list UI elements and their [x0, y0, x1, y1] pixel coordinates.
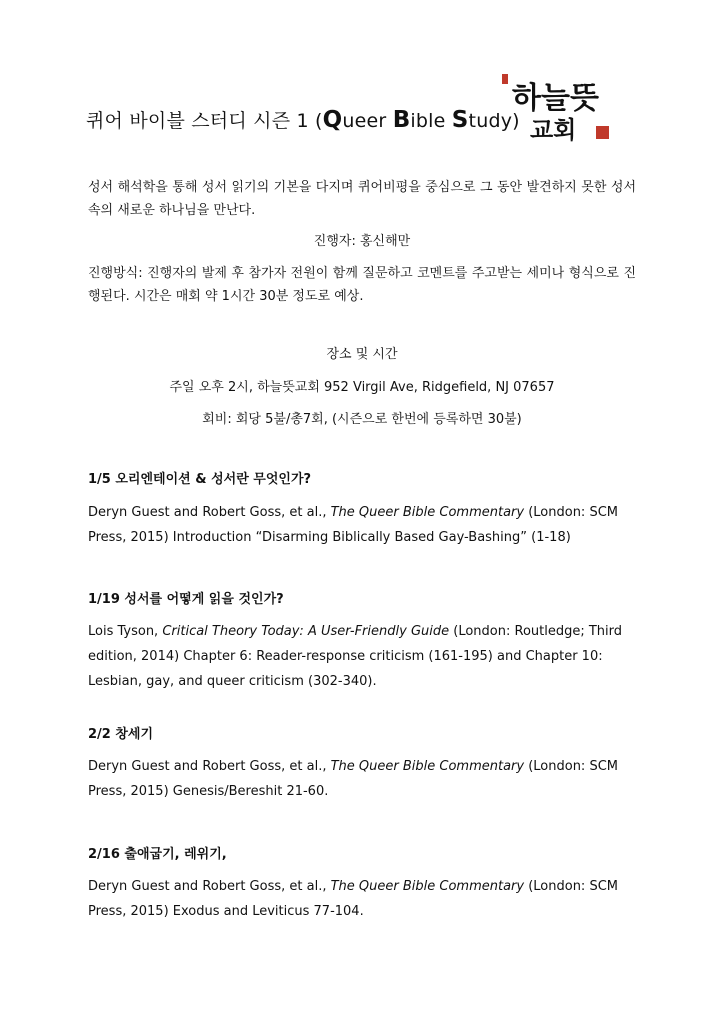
logo-red-seal [596, 126, 609, 139]
ref-author: Deryn Guest and Robert Goss, et al., [88, 879, 331, 894]
ref-details: (London: SCM Press, 2015) Genesis/Bereshit 21-60. [88, 759, 618, 799]
title-part1: 퀴어 바이블 스터디 시즌 1 ( [86, 110, 323, 132]
ref-book-title: The Queer Bible Commentary [330, 759, 525, 774]
logo-calligraphy-bottom: 교회 [530, 115, 577, 144]
place-heading: 장소 및 시간 [326, 347, 398, 362]
ref-details: (London: Routledge; Third edition, 2014) Chapter 6: Reader-response criticism (161-195) and Chapter 10: Lesbian, gay, and queer criticism (302-340). [88, 624, 623, 689]
ref-details: (London: SCM Press, 2015) Introduction “Disarming Biblically Based Gay-Bashing” (1-18) [88, 505, 618, 545]
title-s: S [451, 107, 469, 133]
logo-small-seal [502, 74, 508, 84]
ref-book-title: The Queer Bible Commentary [330, 879, 525, 894]
session-4-heading: 2/16 출애굽기, 레위기, [88, 847, 227, 862]
session-3-reference [88, 754, 636, 804]
logo-calligraphy-top: 하늘뜻 [512, 81, 599, 116]
ref-book-title: The Queer Bible Commentary [330, 505, 525, 520]
ref-author: Deryn Guest and Robert Goss, et al., [88, 505, 331, 520]
session-2-reference [88, 619, 636, 694]
method-paragraph: 진행방식: 진행자의 발제 후 참가자 전원이 함께 질문하고 코멘트를 주고받는 세미나 형식으로 진행된다. 시간은 매회 약 1시간 30분 정도로 예상. [88, 266, 636, 304]
session-2-heading: 1/19 성서를 어떻게 읽을 것인가? [88, 592, 284, 607]
ref-author: Deryn Guest and Robert Goss, et al., [88, 759, 331, 774]
title-ible: ible [410, 110, 452, 132]
ref-details: (London: SCM Press, 2015) Exodus and Leviticus 77-104. [88, 879, 618, 919]
session-3-heading: 2/2 창세기 [88, 727, 154, 742]
ref-author: Lois Tyson, [88, 624, 163, 639]
page-title [86, 106, 520, 133]
fee-line: 회비: 회당 5불/총7회, (시즌으로 한번에 등록하면 30불) [202, 412, 522, 427]
title-q: Q [322, 107, 343, 133]
session-1-heading: 1/5 오리엔테이션 & 성서란 무엇인가? [88, 472, 312, 487]
church-logo [498, 70, 618, 146]
title-ueer: ueer [342, 110, 393, 132]
title-b: B [392, 107, 411, 133]
intro-paragraph: 성서 해석학을 통해 성서 읽기의 기본을 다지며 퀴어비평을 중심으로 그 동안 발견하지 못한 성서 속의 새로운 하나님을 만난다. [88, 180, 636, 218]
place-time-line: 주일 오후 2시, 하늘뜻교회 952 Virgil Ave, Ridgefield, NJ 07657 [169, 380, 555, 395]
session-1-reference [88, 500, 636, 550]
ref-book-title: Critical Theory Today: A User-Friendly Guide [162, 624, 450, 639]
presenter-line: 진행자: 홍신해만 [313, 234, 411, 249]
session-4-reference [88, 874, 636, 924]
title-tudy: tudy) [468, 110, 520, 132]
